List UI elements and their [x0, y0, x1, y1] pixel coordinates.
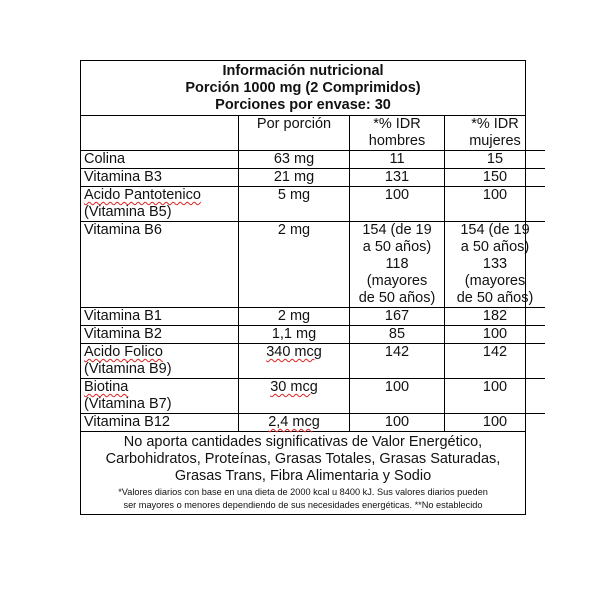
nutrient-name [81, 379, 239, 414]
idr-women-value: 142 [445, 344, 546, 379]
nutrient-name: Vitamina B3 [81, 169, 239, 187]
table-row [81, 151, 545, 169]
table-row [81, 414, 545, 432]
nutrient-name-subline: (Vitamina B5) [84, 204, 172, 220]
nutrient-name-line: Acido Pantotenico [84, 187, 201, 203]
nutrition-table [81, 116, 545, 431]
column-header-row [81, 116, 545, 151]
idr-men-line: 118 [385, 256, 409, 272]
nutrient-amount: 2 mg [239, 308, 350, 326]
table-row [81, 326, 545, 344]
idr-women-value: 100 [445, 379, 546, 414]
nutrient-name: Vitamina B6 [81, 222, 239, 308]
idr-men-value: 11 [350, 151, 445, 169]
nutrient-name-subline: (Vitamina B7) [84, 396, 172, 412]
column-header-idr-women [445, 116, 546, 151]
nutrition-title: Información nutricional [222, 63, 384, 79]
idr-men-value: 142 [350, 344, 445, 379]
nutrition-facts-panel [80, 60, 534, 515]
not-significant-statement: No aporta cantidades significativas de Valor Energético, [123, 434, 483, 450]
nutrient-name: Vitamina B1 [81, 308, 239, 326]
nutrient-name-line: Acido Folico [84, 344, 163, 360]
serving-size: Porción 1000 mg (2 Comprimidos) [185, 80, 421, 96]
table-row [81, 379, 545, 414]
nutrient-name-subline: (Vitamina B9) [84, 361, 172, 377]
table-row [81, 169, 545, 187]
daily-values-footnote: ser mayores o menores dependiendo de sus necesidades energéticas. **No establecido [123, 500, 483, 510]
table-row [81, 222, 545, 308]
idr-men-value: 100 [350, 414, 445, 432]
nutrient-amount: 63 mg [239, 151, 350, 169]
idr-men-value: 100 [350, 187, 445, 222]
nutrient-name: Vitamina B12 [81, 414, 239, 432]
nutrient-amount: 2,4 mcg [239, 414, 350, 432]
nutrient-name: Vitamina B2 [81, 326, 239, 344]
idr-women-line: (mayores [464, 273, 526, 289]
idr-women-line: 133 [482, 256, 508, 272]
column-header-nutrient [81, 116, 239, 151]
idr-men-line: de 50 años) [358, 290, 436, 306]
idr-men-value: 131 [350, 169, 445, 187]
table-row [81, 344, 545, 379]
idr-men-value [350, 222, 445, 308]
not-significant-statement: Grasas Trans, Fibra Alimentaria y Sodio [174, 468, 432, 484]
idr-women-line: 154 (de 19 [460, 222, 530, 238]
servings-per-container: Porciones por envase: 30 [215, 97, 391, 113]
daily-values-footnote: *Valores diarios con base en una dieta de 2000 kcal u 8400 kJ. Sus valores diarios pueden [118, 487, 488, 497]
table-row [81, 187, 545, 222]
idr-women-value: 150 [445, 169, 546, 187]
nutrient-amount: 30 mcg [239, 379, 350, 414]
idr-women-line: a 50 años) [460, 239, 530, 255]
idr-men-sublabel: hombres [368, 133, 426, 149]
column-header-idr-men [350, 116, 445, 151]
idr-men-label: *% IDR [373, 116, 421, 132]
idr-men-line: a 50 años) [362, 239, 432, 255]
idr-women-label: *% IDR [471, 116, 519, 132]
idr-women-value: 100 [445, 326, 546, 344]
idr-men-value: 167 [350, 308, 445, 326]
idr-men-line: 154 (de 19 [362, 222, 432, 238]
nutrient-amount: 1,1 mg [239, 326, 350, 344]
idr-women-value: 15 [445, 151, 546, 169]
nutrient-amount: 340 mcg [239, 344, 350, 379]
idr-women-value [445, 222, 546, 308]
idr-women-value: 100 [445, 187, 546, 222]
table-row [81, 308, 545, 326]
not-significant-statement: Carbohidratos, Proteínas, Grasas Totales, Grasas Saturadas, [105, 451, 501, 467]
idr-women-value: 100 [445, 414, 546, 432]
nutrient-amount: 2 mg [239, 222, 350, 308]
nutrient-name: Colina [81, 151, 239, 169]
idr-men-value: 100 [350, 379, 445, 414]
nutrient-name-line: Biotina [84, 379, 129, 395]
idr-men-value: 85 [350, 326, 445, 344]
idr-women-sublabel: mujeres [469, 133, 521, 149]
nutrient-name [81, 344, 239, 379]
idr-women-line: de 50 años) [456, 290, 534, 306]
nutrient-amount: 21 mg [239, 169, 350, 187]
idr-women-value: 182 [445, 308, 546, 326]
idr-men-line: (mayores [366, 273, 428, 289]
nutrient-amount: 5 mg [239, 187, 350, 222]
nutrition-header [81, 61, 525, 116]
column-header-per-serving: Por porción [239, 116, 350, 151]
nutrient-name [81, 187, 239, 222]
nutrition-footer [81, 431, 525, 514]
